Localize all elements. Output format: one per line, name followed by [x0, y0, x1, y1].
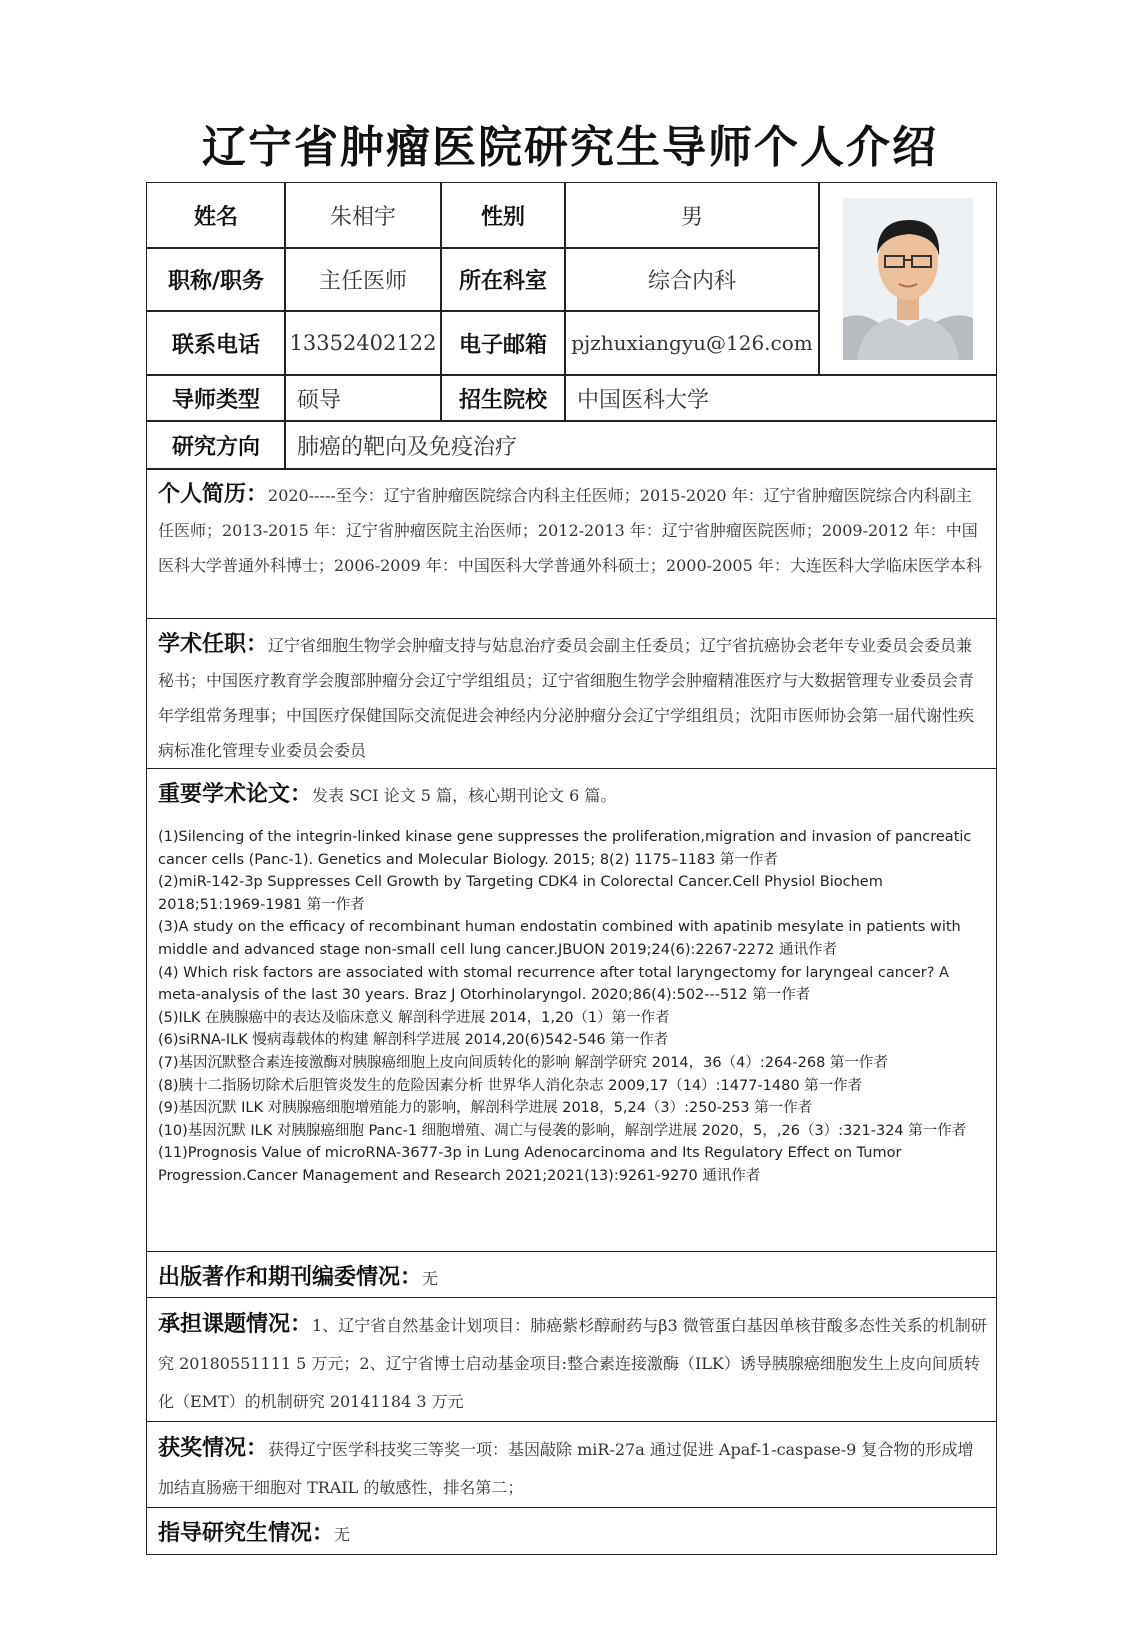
position-value: 主任医师	[284, 247, 442, 312]
awards-heading: 获奖情况：	[158, 1436, 269, 1461]
dept-value: 综合内科	[564, 247, 820, 312]
positions-heading: 学术任职：	[158, 632, 269, 657]
phone-label: 联系电话	[146, 310, 286, 376]
school-value: 中国医科大学	[564, 374, 997, 422]
name-value: 朱相宇	[284, 182, 442, 249]
paper-item: (8)胰十二指肠切除术后胆管炎发生的危险因素分析 世界华人消化杂志 2009,17（14）:1477-1480 第一作者	[158, 1077, 863, 1094]
awards-section	[146, 1421, 997, 1507]
gender-label: 性别	[440, 182, 566, 249]
paper-item: (7)基因沉默整合素连接激酶对胰腺癌细胞上皮向间质转化的影响 解剖学研究 2014，36（4）:264-268 第一作者	[158, 1054, 888, 1071]
gender-value: 男	[564, 182, 820, 249]
paper-item: (10)基因沉默 ILK 对胰腺癌细胞 Panc-1 细胞增殖、凋亡与侵袭的影响，解剖学进展 2020，5，,26（3）:321-324 第一作者	[158, 1122, 967, 1139]
projects-section	[146, 1297, 997, 1421]
paper-item: (5)ILK 在胰腺癌中的表达及临床意义 解剖科学进展 2014，1,20（1）第一作者	[158, 1009, 670, 1026]
students-section	[146, 1507, 997, 1555]
publications-text: 无	[422, 1269, 439, 1288]
awards-text: 获得辽宁医学科技奖三等奖一项：基因敲除 miR-27a 通过促进 Apaf-1-caspase-9 复合物的形成增加结直肠癌干细胞对 TRAIL 的敏感性，排名第二；	[158, 1440, 974, 1497]
avatar	[843, 198, 973, 360]
papers-heading: 重要学术论文：	[158, 782, 313, 807]
page-title: 辽宁省肿瘤医院研究生导师个人介绍	[202, 122, 938, 173]
school-label: 招生院校	[440, 374, 566, 422]
projects-text: 1、辽宁省自然基金计划项目：肺癌紫杉醇耐药与β3 微管蛋白基因单核苷酸多态性关系的机制研究 20180551111 5 万元；2、辽宁省博士启动基金项目:整合素连接激酶（ILK）诱导胰腺癌细胞发生上皮向间质转化（EMT）的机制研究 20141184 3 万元	[158, 1316, 987, 1411]
resume-heading: 个人简历：	[158, 482, 269, 507]
research-value: 肺癌的靶向及免疫治疗	[284, 420, 997, 470]
positions-text: 辽宁省细胞生物学会肿瘤支持与姑息治疗委员会副主任委员；辽宁省抗癌协会老年专业委员会委员兼秘书；中国医疗教育学会腹部肿瘤分会辽宁学组组员；辽宁省细胞生物学会肿瘤精准医疗与大数据管理专业委员会青年学组常务理事；中国医疗保健国际交流促进会神经内分泌肿瘤分会辽宁学组组员；沈阳市医师协会第一届代谢性疾病标准化管理专业委员会委员	[158, 636, 975, 760]
positions-section	[146, 618, 997, 770]
dept-label: 所在科室	[440, 247, 566, 312]
paper-item: (2)miR-142-3p Suppresses Cell Growth by Targeting CDK4 in Colorectal Cancer.Cell Physiol Biochem 2018;51:1969-1981 第一作者	[158, 874, 883, 913]
email-value: pjzhuxiangyu@126.com	[564, 310, 820, 376]
research-label: 研究方向	[146, 420, 286, 470]
paper-item: (6)siRNA-ILK 慢病毒载体的构建 解剖科学进展 2014,20(6)542-546 第一作者	[158, 1032, 669, 1049]
phone-value: 13352402122	[284, 310, 442, 376]
resume-text: 2020-----至今：辽宁省肿瘤医院综合内科主任医师；2015-2020 年：辽宁省肿瘤医院综合内科副主任医师；2013-2015 年：辽宁省肿瘤医院主治医师；2012-2013 年：辽宁省肿瘤医院医师；2009-2012 年：中国医科大学普通外科博士；2006-2009 年：中国医科大学普通外科硕士；2000-2005 年：大连医科大学临床医学本科	[158, 486, 982, 575]
type-label: 导师类型	[146, 374, 286, 422]
paper-item: (11)Prognosis Value of microRNA-3677-3p in Lung Adenocarcinoma and Its Regulatory Effect on Tumor Progression.Cancer Management and Research 2021;2021(13):9261-9270 通讯作者	[158, 1145, 902, 1184]
photo-cell	[818, 182, 997, 376]
paper-item: (4) Which risk factors are associated with stomal recurrence after total laryngectomy for laryngeal cancer? A meta-analysis of the last 30 years. Braz J Otorhinolaryngol. 2020;86(4):502---512 第一作者	[158, 964, 949, 1004]
paper-item: (1)Silencing of the integrin-linked kinase gene suppresses the proliferation,migration and invasion of pancreatic cancer cells (Panc-1). Genetics and Molecular Biology. 2015; 8(2) 1175–1183 第一作者	[158, 829, 972, 868]
papers-summary: 发表 SCI 论文 5 篇，核心期刊论文 6 篇。	[312, 786, 617, 805]
paper-item: (9)基因沉默 ILK 对胰腺癌细胞增殖能力的影响，解剖科学进展 2018，5,24（3）:250-253 第一作者	[158, 1100, 813, 1117]
papers-list	[158, 826, 992, 1188]
students-heading: 指导研究生情况：	[158, 1521, 335, 1546]
publications-heading: 出版著作和期刊编委情况：	[158, 1265, 423, 1290]
publications-section	[146, 1251, 997, 1297]
projects-heading: 承担课题情况：	[158, 1312, 313, 1337]
type-value: 硕导	[284, 374, 442, 422]
paper-item: (3)A study on the efficacy of recombinant human endostatin combined with apatinib mesylate in patients with middle and advanced stage non-small cell lung cancer.JBUON 2019;24(6):2267-2272 通讯作者	[158, 919, 961, 958]
resume-section	[146, 468, 997, 620]
name-label: 姓名	[146, 182, 286, 249]
position-label: 职称/职务	[146, 247, 286, 312]
students-text: 无	[334, 1525, 351, 1544]
email-label: 电子邮箱	[440, 310, 566, 376]
